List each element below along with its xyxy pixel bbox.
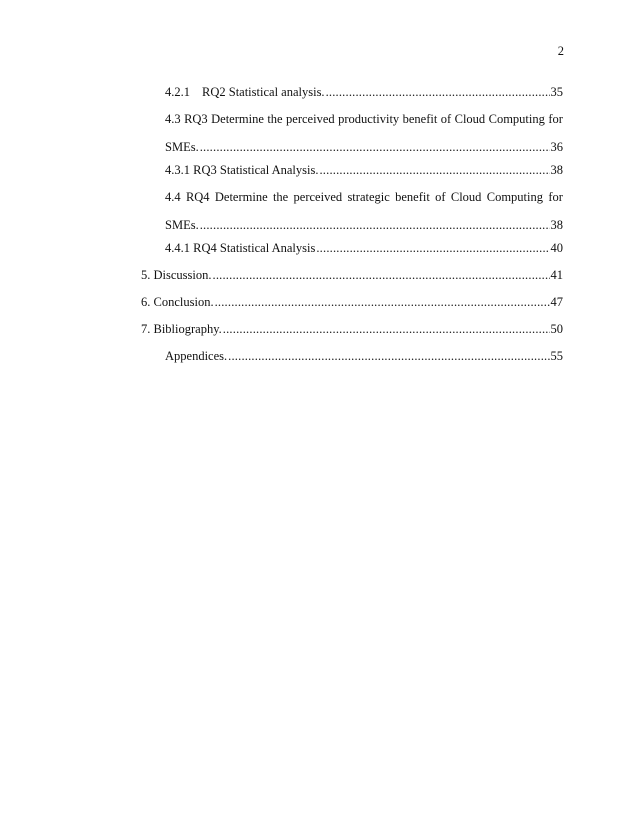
- toc-entry-title: 4.3 RQ3 Determine the perceived productivity benefit of Cloud Computing for: [165, 112, 563, 126]
- toc-entry-page: 41: [550, 268, 563, 282]
- dot-leader: [213, 267, 550, 283]
- toc-entry-title: 6. Conclusion.: [141, 295, 214, 309]
- toc-entry-title: 5. Discussion.: [141, 268, 212, 282]
- dot-leader: [223, 321, 550, 337]
- toc-entry-page: 38: [550, 218, 563, 232]
- toc-entry-page: 47: [550, 295, 563, 309]
- page-number: 2: [557, 44, 564, 58]
- toc-entry-4-3: [165, 111, 563, 155]
- toc-entry-page: 38: [550, 163, 563, 177]
- toc-entry-title: 4.4 RQ4 Determine the perceived strategic benefit of Cloud Computing for: [165, 190, 563, 204]
- dot-leader: [326, 84, 550, 100]
- toc-entry-title: Appendices.: [165, 349, 228, 363]
- dot-leader: [319, 162, 549, 178]
- toc-entry-bibliography: [141, 321, 563, 337]
- toc-entry-page: 35: [550, 85, 563, 99]
- toc-entry-4-3-1: [165, 162, 563, 178]
- toc-entry-title: RQ2 Statistical analysis.: [202, 85, 325, 99]
- toc-entry-page: 55: [550, 349, 563, 363]
- toc-entry-conclusion: [141, 294, 563, 310]
- toc-entry-4-4: [165, 189, 563, 233]
- toc-entry-title: 4.3.1 RQ3 Statistical Analysis.: [165, 163, 319, 177]
- dot-leader: [215, 294, 550, 310]
- dot-leader: [200, 139, 550, 155]
- toc-entry-title-continued: SMEs.: [165, 218, 199, 232]
- toc-entry-discussion: [141, 267, 563, 283]
- toc-entry-title: 4.4.1 RQ4 Statistical Analysis: [165, 241, 316, 255]
- toc-entry-page: 36: [550, 140, 563, 154]
- toc-entry-page: 40: [550, 241, 563, 255]
- dot-leader: [200, 217, 550, 233]
- toc-entry-4-2-1: [165, 84, 563, 100]
- toc-entry-page: 50: [550, 322, 563, 336]
- dot-leader: [228, 348, 549, 364]
- toc-entry-title: 7. Bibliography.: [141, 322, 222, 336]
- toc-entry-number: 4.2.1: [165, 85, 190, 99]
- toc-entry-4-4-1: [165, 240, 563, 256]
- toc-entry-title-continued: SMEs.: [165, 140, 199, 154]
- toc-entry-appendices: [165, 348, 563, 364]
- dot-leader: [316, 240, 549, 256]
